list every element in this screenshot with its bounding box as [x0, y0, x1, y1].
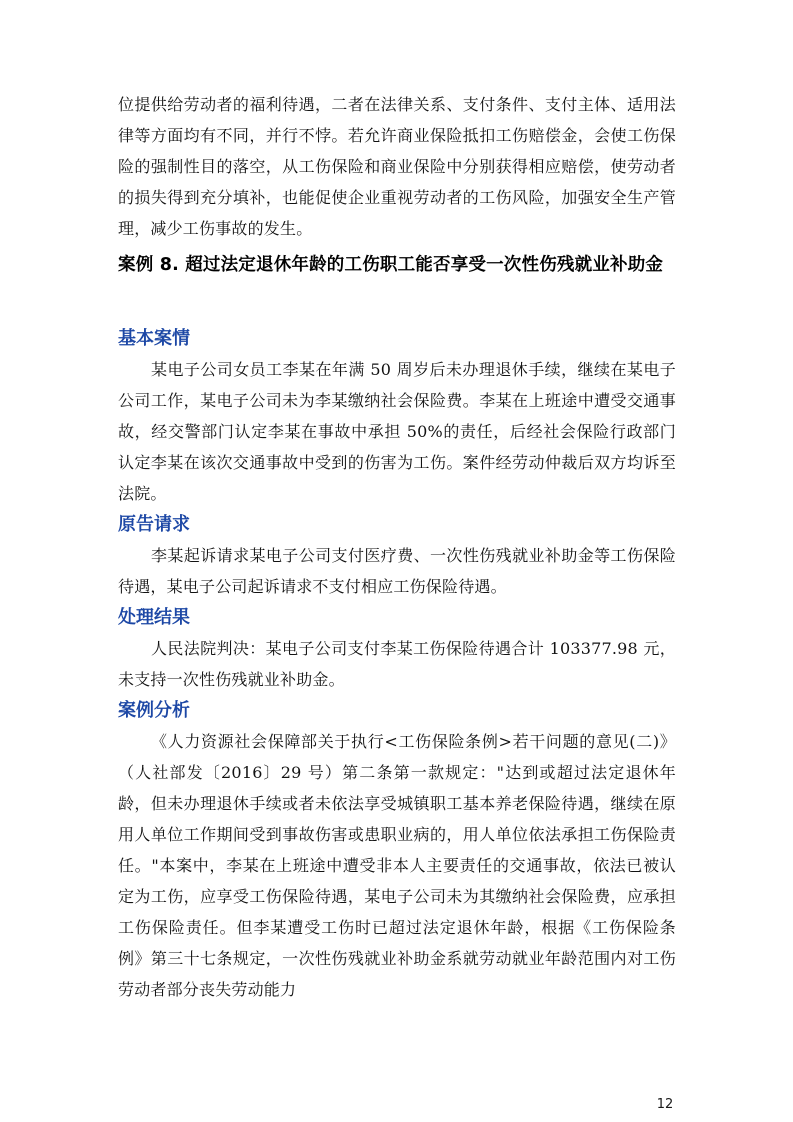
- section-basic-facts: [118, 323, 676, 509]
- section-body-basic-facts: 某电子公司女员工李某在年满 50 周岁后未办理退休手续，继续在某电子公司工作，某电子公司未为李某缴纳社会保险费。李某在上班途中遭受交通事故，经交警部门认定李某在事故中承担 50%的责任，后经社会保险行政部门认定李某在该次交通事故中受到的伤害为工伤。案件经劳动仲裁后双方均诉至法院。: [118, 360, 676, 503]
- document-content: [118, 89, 676, 1005]
- section-heading-plaintiff-claim: 原告请求: [118, 514, 190, 535]
- section-heading-basic-facts: 基本案情: [118, 328, 190, 349]
- section-heading-case-analysis: 案例分析: [118, 700, 190, 721]
- section-body-handling-result: 人民法院判决：某电子公司支付李某工伤保险待遇合计 103377.98 元，未支持一次性伤残就业补助金。: [118, 639, 676, 689]
- section-body-plaintiff-claim: 李某起诉请求某电子公司支付医疗费、一次性伤残就业补助金等工伤保险待遇，某电子公司起诉请求不支付相应工伤保险待遇。: [118, 546, 676, 596]
- intro-paragraph: 位提供给劳动者的福利待遇，二者在法律关系、支付条件、支付主体、适用法律等方面均有不同，并行不悖。若允许商业保险抵扣工伤赔偿金，会使工伤保险的强制性目的落空，从工伤保险和商业保险中分别获得相应赔偿，使劳动者的损失得到充分填补，也能促使企业重视劳动者的工伤风险，加强安全生产管理，减少工伤事故的发生。: [118, 95, 676, 238]
- section-body-case-analysis: 《人力资源社会保障部关于执行<工伤保险条例>若干问题的意见(二)》（人社部发〔2016〕29 号）第二条第一款规定："达到或超过法定退休年龄，但未办理退休手续或者未依法享受城镇职工基本养老保险待遇，继续在原用人单位工作期间受到事故伤害或患职业病的，用人单位依法承担工伤保险责任。"本案中，李某在上班途中遭受非本人主要责任的交通事故，依法已被认定为工伤，应享受工伤保险待遇，某电子公司未为其缴纳社会保险费，应承担工伤保险责任。但李某遭受工伤时已超过法定退休年龄，根据《工伤保险条例》第三十七条规定，一次性伤残就业补助金系就劳动就业年龄范围内对工伤劳动者部分丧失劳动能力: [118, 732, 676, 999]
- section-case-analysis: [118, 695, 676, 1005]
- section-handling-result: [118, 602, 676, 695]
- section-heading-handling-result: 处理结果: [118, 607, 190, 628]
- section-plaintiff-claim: [118, 509, 676, 602]
- case-heading: 案例 8. 超过法定退休年龄的工伤职工能否享受一次性伤残就业补助金: [118, 255, 664, 275]
- page-number: 12: [656, 1097, 674, 1112]
